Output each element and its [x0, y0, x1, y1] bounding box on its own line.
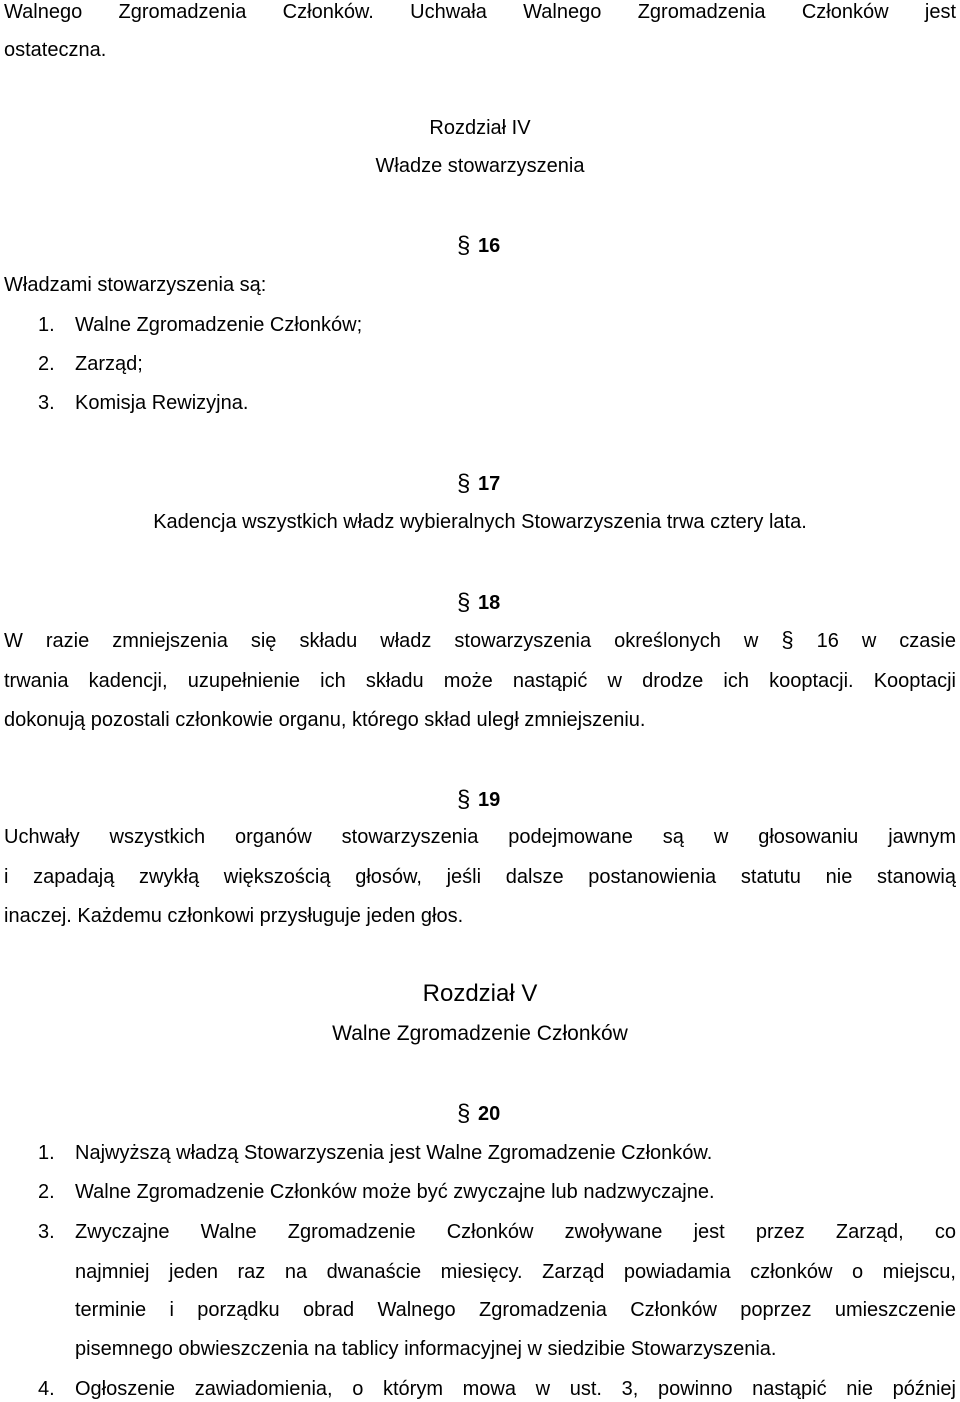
paragraph-line: Walnego Zgromadzenia Członków. Uchwała Walnego Zgromadzenia Członków jest [4, 1, 956, 23]
paragraph-line: trwania kadencji, uzupełnienie ich składu może nastąpić w drodze ich kooptacji. Kooptacji [4, 670, 956, 692]
section-symbol: § [457, 589, 471, 616]
list-number: 1. [38, 1142, 55, 1164]
section-number: 20 [478, 1103, 501, 1125]
paragraph-line: dokonują pozostali członkowie organu, którego skład uległ zmniejszeniu. [4, 709, 646, 731]
paragraph-line [4, 628, 956, 653]
paragraph-text: 16 w czasie [816, 630, 956, 652]
list-item: Zwyczajne Walne Zgromadzenie Członków zwoływane jest przez Zarząd, co [75, 1221, 956, 1243]
paragraph-line: inaczej. Każdemu członkowi przysługuje jeden głos. [4, 905, 464, 927]
chapter-title: Rozdział IV [429, 117, 531, 139]
list-item: terminie i porządku obrad Walnego Zgromadzenia Członków poprzez umieszczenie [75, 1299, 956, 1321]
list-number: 3. [38, 1221, 55, 1243]
list-item: najmniej jeden raz na dwanaście miesięcy. Zarząd powiadamia członków o miejscu, [75, 1261, 956, 1283]
section-reference-symbol: § [781, 627, 794, 652]
list-number: 4. [38, 1378, 55, 1400]
paragraph-line: i zapadają zwykłą większością głosów, jeśli dalsze postanowienia statutu nie stanowią [4, 866, 956, 888]
paragraph-line: Uchwały wszystkich organów stowarzyszenia podejmowane są w głosowaniu jawnym [4, 826, 956, 848]
paragraph-text: W razie zmniejszenia się składu władz stowarzyszenia określonych w [4, 630, 759, 652]
section-number: 18 [478, 592, 501, 614]
list-item: Najwyższą władzą Stowarzyszenia jest Walne Zgromadzenie Członków. [75, 1142, 713, 1164]
section-symbol: § [457, 470, 471, 497]
section-symbol: § [457, 1100, 471, 1127]
list-item: Ogłoszenie zawiadomienia, o którym mowa w ust. 3, powinno nastąpić nie później [75, 1378, 956, 1400]
list-item: Walne Zgromadzenie Członków; [75, 314, 363, 336]
chapter-subtitle: Władze stowarzyszenia [375, 155, 585, 177]
list-item: Walne Zgromadzenie Członków może być zwyczajne lub nadzwyczajne. [75, 1181, 715, 1203]
section-symbol: § [457, 232, 471, 259]
section-number: 16 [478, 235, 501, 257]
section-number: 19 [478, 789, 501, 811]
section-number: 17 [478, 473, 501, 495]
chapter-subtitle: Walne Zgromadzenie Członków [332, 1022, 628, 1045]
list-number: 2. [38, 353, 55, 375]
paragraph-line: Władzami stowarzyszenia są: [4, 274, 267, 296]
list-number: 1. [38, 314, 55, 336]
list-item: Komisja Rewizyjna. [75, 392, 249, 414]
paragraph-line: ostateczna. [4, 39, 107, 61]
section-symbol: § [457, 786, 471, 813]
chapter-title: Rozdział V [422, 980, 538, 1007]
list-item: Zarząd; [75, 353, 143, 375]
list-number: 3. [38, 392, 55, 414]
paragraph-line: Kadencja wszystkich władz wybieralnych Stowarzyszenia trwa cztery lata. [153, 511, 807, 533]
list-item: pisemnego obwieszczenia na tablicy informacyjnej w siedzibie Stowarzyszenia. [75, 1338, 777, 1360]
list-number: 2. [38, 1181, 55, 1203]
